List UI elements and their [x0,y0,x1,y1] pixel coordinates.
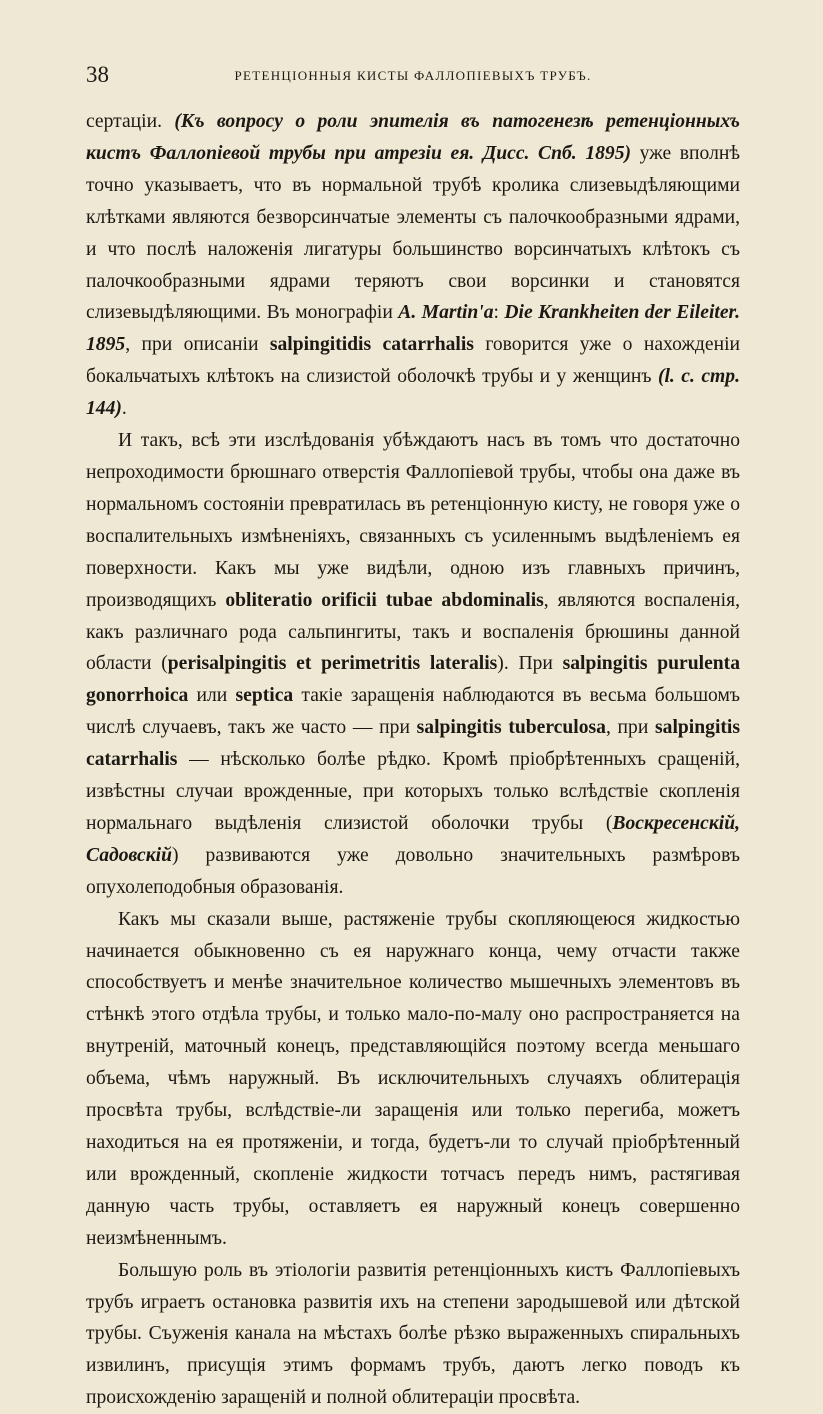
text-run: — нѣсколько болѣе рѣдко. Кромѣ пріобрѣтенныхъ сращеній, извѣстны случаи врожденные, при которыхъ только вслѣдствіе скопленія нормальнаго выдѣленія слизистой оболочки трубы ( [86,749,740,834]
text-run: сертаціи. [86,111,175,132]
latin-term: salpingitidis catarrhalis [269,334,474,356]
text-run: , являются воспаленія, какъ различнаго рода сальпингиты, такъ и воспаленія брюшины данной области ( [86,589,740,675]
page-reference: (l. c. стр. 144) [86,366,740,420]
text-run: , при [605,717,656,739]
author-name: A. Martin'a [398,302,494,324]
text-run: такіе заращенія наблюдаются въ весьма большомъ числѣ случаевъ, такъ же часто — при [86,685,741,739]
text-run: или [188,685,236,707]
paragraph-2 [86,425,740,904]
text-run: : [493,302,505,324]
latin-term: salpingitis catarrhalis [86,717,740,771]
book-title: Die Krankheiten der Eileiter. 1895 [86,302,740,356]
latin-term: salpingitis purulenta gonorrhoica [86,653,740,707]
latin-term: obliteratio orificii tubae abdominalis [225,589,544,611]
latin-term: salpingitis tuberculosa [416,717,606,739]
paragraph-1 [86,106,740,425]
text-run: ). При [497,653,563,675]
text-run: . [121,398,127,420]
citation-title: (Къ вопросу о роли эпителія въ патогенезѣ ретенціонныхъ кистъ Фаллопіевой трубы при атрезіи ея. Дисс. Спб. 1895) [86,111,740,164]
page-body [86,106,740,1414]
text-run: И такъ, всѣ эти изслѣдованія убѣждаютъ насъ въ томъ что достаточно непроходимости брюшнаго отверстія Фаллопіевой трубы, чтобы она даже въ нормальномъ состояніи превратилась въ ретенціонную кисту, не говоря уже о воспалительныхъ измѣненіяхъ, связанныхъ съ усиленнымъ выдѣленіемъ ея поверхности. Какъ мы уже видѣли, одною изъ главныхъ причинъ, производящихъ [86,430,740,611]
latin-term: perisalpingitis et perimetritis lateralis [167,653,498,675]
author-names: Воскресенскій, Садовскій [86,812,740,866]
page-header [86,62,740,92]
text-run: , при описаніи [125,334,270,356]
text-run: ) развиваются уже довольно значительныхъ размѣровъ опухолеподобныя образованія. [86,844,740,898]
text-run: говорится уже о нахожденіи бокальчатыхъ клѣтокъ на слизистой оболочкѣ трубы и у женщинъ [86,334,741,388]
running-title: РЕТЕНЦІОННЫЯ КИСТЫ ФАЛЛОПІЕВЫХЪ ТРУБЪ. [234,68,592,83]
latin-term: septica [235,685,294,707]
page-number: 38 [86,62,109,87]
paragraph-3: Какъ мы сказали выше, растяженіе трубы скопляющеюся жидкостью начинается обыкновенно съ ея наружнаго конца, чему отчасти также способствуетъ и менѣе значительное количество мышечныхъ элементовъ въ стѣнкѣ этого отдѣла трубы, и только мало-по-малу оно распространяется на внутреній, маточный конецъ, представляющійся поэтому всегда меньшаго объема, чѣмъ наружный. Въ исключительныхъ случаяхъ облитерація просвѣта трубы, вслѣдствіе-ли заращенія или только перегиба, можетъ находиться на ея протяженіи, и тогда, будетъ-ли то случай пріобрѣтенный или врожденный, скопленіе жидкости тотчасъ передъ нимъ, растягивая данную часть трубы, оставляетъ ея наружный конецъ совершенно неизмѣненнымъ. [86,908,740,1249]
text-run: уже вполнѣ точно указываетъ, что въ нормальной трубѣ кролика слизевыдѣляющими клѣтками являются безворсинчатые элементы съ палочкообразными ядрами, и что послѣ наложенія лигатуры большинство ворсинчатыхъ клѣтокъ съ палочкообразными ядрами теряютъ свои ворсинки и становятся слизевыдѣляющими. Въ монографіи [86,142,740,324]
paragraph-4: Большую роль въ этіологіи развитія ретенціонныхъ кистъ Фаллопіевыхъ трубъ играетъ остановка развитія ихъ на степени зародышевой или дѣтской трубы. Съуженія канала на мѣстахъ болѣе рѣзко выраженныхъ спиральныхъ извилинъ, присущія этимъ формамъ трубъ, даютъ легко поводъ къ происхожденію заращеній и полной облитераціи просвѣта. [86,1259,740,1409]
